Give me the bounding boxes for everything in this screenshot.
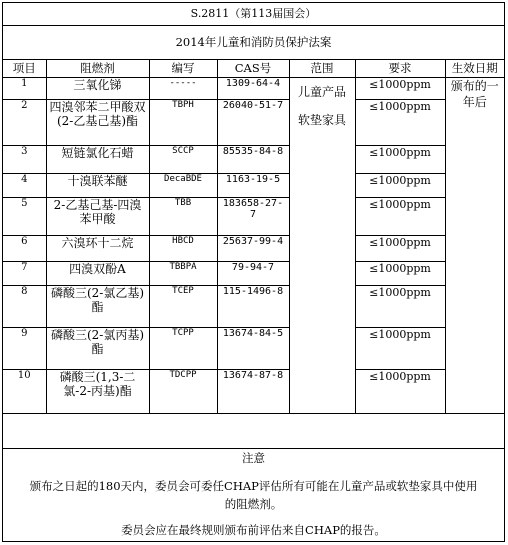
- retardant-abbr: TBBPA: [149, 262, 217, 286]
- cas-number: 13674-87-8: [217, 370, 289, 414]
- retardant-abbr: -----: [149, 78, 217, 100]
- row-number: 5: [3, 198, 46, 236]
- scope-item: 软垫家具: [297, 113, 346, 127]
- row-number: 10: [3, 370, 46, 414]
- cas-number: 13674-84-5: [217, 328, 289, 370]
- retardant-abbr: DecaBDE: [149, 174, 217, 198]
- retardant-abbr: TBPH: [149, 100, 217, 146]
- retardant-abbr: TCEP: [149, 286, 217, 328]
- scope-item: 儿童产品: [297, 85, 346, 99]
- cas-number: 115-1496-8: [217, 286, 289, 328]
- retardant-abbr: TDCPP: [149, 370, 217, 414]
- retardant-name: 四溴邻苯二甲酸双(2-乙基己基)酯: [46, 100, 149, 146]
- bill-number: S.2811（第113届国会）: [3, 3, 504, 26]
- row-number: 6: [3, 236, 46, 262]
- col-header-abbr: 编写: [149, 59, 217, 78]
- retardant-name: 磷酸三(1,3-二氯-2-丙基)酯: [46, 370, 149, 414]
- col-header-requirement: 要求: [355, 59, 445, 78]
- table-row: [3, 328, 504, 370]
- retardant-abbr: TBB: [149, 198, 217, 236]
- table-row: [3, 198, 504, 236]
- requirement: ≤1000ppm: [355, 286, 445, 328]
- cas-number: 85535-84-8: [217, 146, 289, 174]
- header-row: [3, 59, 504, 78]
- table-row: [3, 286, 504, 328]
- table-row: [3, 174, 504, 198]
- document-title: 2014年儿童和消防员保护法案: [3, 25, 504, 60]
- retardant-abbr: TCPP: [149, 328, 217, 370]
- requirement: ≤1000ppm: [355, 370, 445, 414]
- row-number: 7: [3, 262, 46, 286]
- table-row: [3, 262, 504, 286]
- row-number: 1: [3, 78, 46, 100]
- col-header-item: 项目: [3, 59, 46, 78]
- col-header-scope: 范围: [289, 59, 355, 78]
- notes-paragraph-1: 颁布之日起的180天内，委员会可委任CHAP评估所有可能在儿童产品或软垫家具中使用的阻燃剂。: [29, 479, 478, 511]
- table-row: [3, 370, 504, 414]
- scope-cell: [289, 78, 355, 414]
- retardant-name: 三氧化锑: [46, 78, 149, 100]
- requirement: ≤1000ppm: [355, 328, 445, 370]
- row-number: 9: [3, 328, 46, 370]
- col-header-retardant: 阻燃剂: [46, 59, 149, 78]
- retardant-name: 四溴双酚A: [46, 262, 149, 286]
- document-table: [2, 2, 505, 542]
- effective-date: 颁布的一年后: [445, 78, 504, 414]
- col-header-cas: CAS号: [217, 59, 289, 78]
- row-number: 8: [3, 286, 46, 328]
- requirement: ≤1000ppm: [355, 146, 445, 174]
- row-number: 2: [3, 100, 46, 146]
- row-number: 4: [3, 174, 46, 198]
- table-row: [3, 146, 504, 174]
- requirement: ≤1000ppm: [355, 78, 445, 100]
- requirement: ≤1000ppm: [355, 198, 445, 236]
- cas-number: 1163-19-5: [217, 174, 289, 198]
- retardant-abbr: HBCD: [149, 236, 217, 262]
- table-row: [3, 78, 504, 100]
- notes-paragraph-2: 委员会应在最终规则颁布前评估来自CHAP的报告。: [121, 523, 386, 537]
- requirement: ≤1000ppm: [355, 174, 445, 198]
- retardant-name: 磷酸三(2-氯丙基)酯: [46, 328, 149, 370]
- requirement: ≤1000ppm: [355, 236, 445, 262]
- retardant-name: 短链氯化石蜡: [46, 146, 149, 174]
- cas-number: 1309-64-4: [217, 78, 289, 100]
- requirement: ≤1000ppm: [355, 100, 445, 146]
- retardant-name: 六溴环十二烷: [46, 236, 149, 262]
- notes-section: [3, 448, 504, 541]
- row-number: 3: [3, 146, 46, 174]
- col-header-effective: 生效日期: [445, 59, 504, 78]
- retardant-name: 十溴联苯醚: [46, 174, 149, 198]
- flame-retardant-table: [3, 59, 504, 414]
- table-row: [3, 100, 504, 146]
- retardant-name: 磷酸三(2-氯乙基)酯: [46, 286, 149, 328]
- retardant-abbr: SCCP: [149, 146, 217, 174]
- cas-number: 26040-51-7: [217, 100, 289, 146]
- table-row: [3, 236, 504, 262]
- cas-number: 25637-99-4: [217, 236, 289, 262]
- retardant-name: 2-乙基己基-四溴苯甲酸: [46, 198, 149, 236]
- notes-title: 注意: [242, 451, 265, 465]
- cas-number: 79-94-7: [217, 262, 289, 286]
- requirement: ≤1000ppm: [355, 262, 445, 286]
- cas-number: 183658-27-7: [217, 198, 289, 236]
